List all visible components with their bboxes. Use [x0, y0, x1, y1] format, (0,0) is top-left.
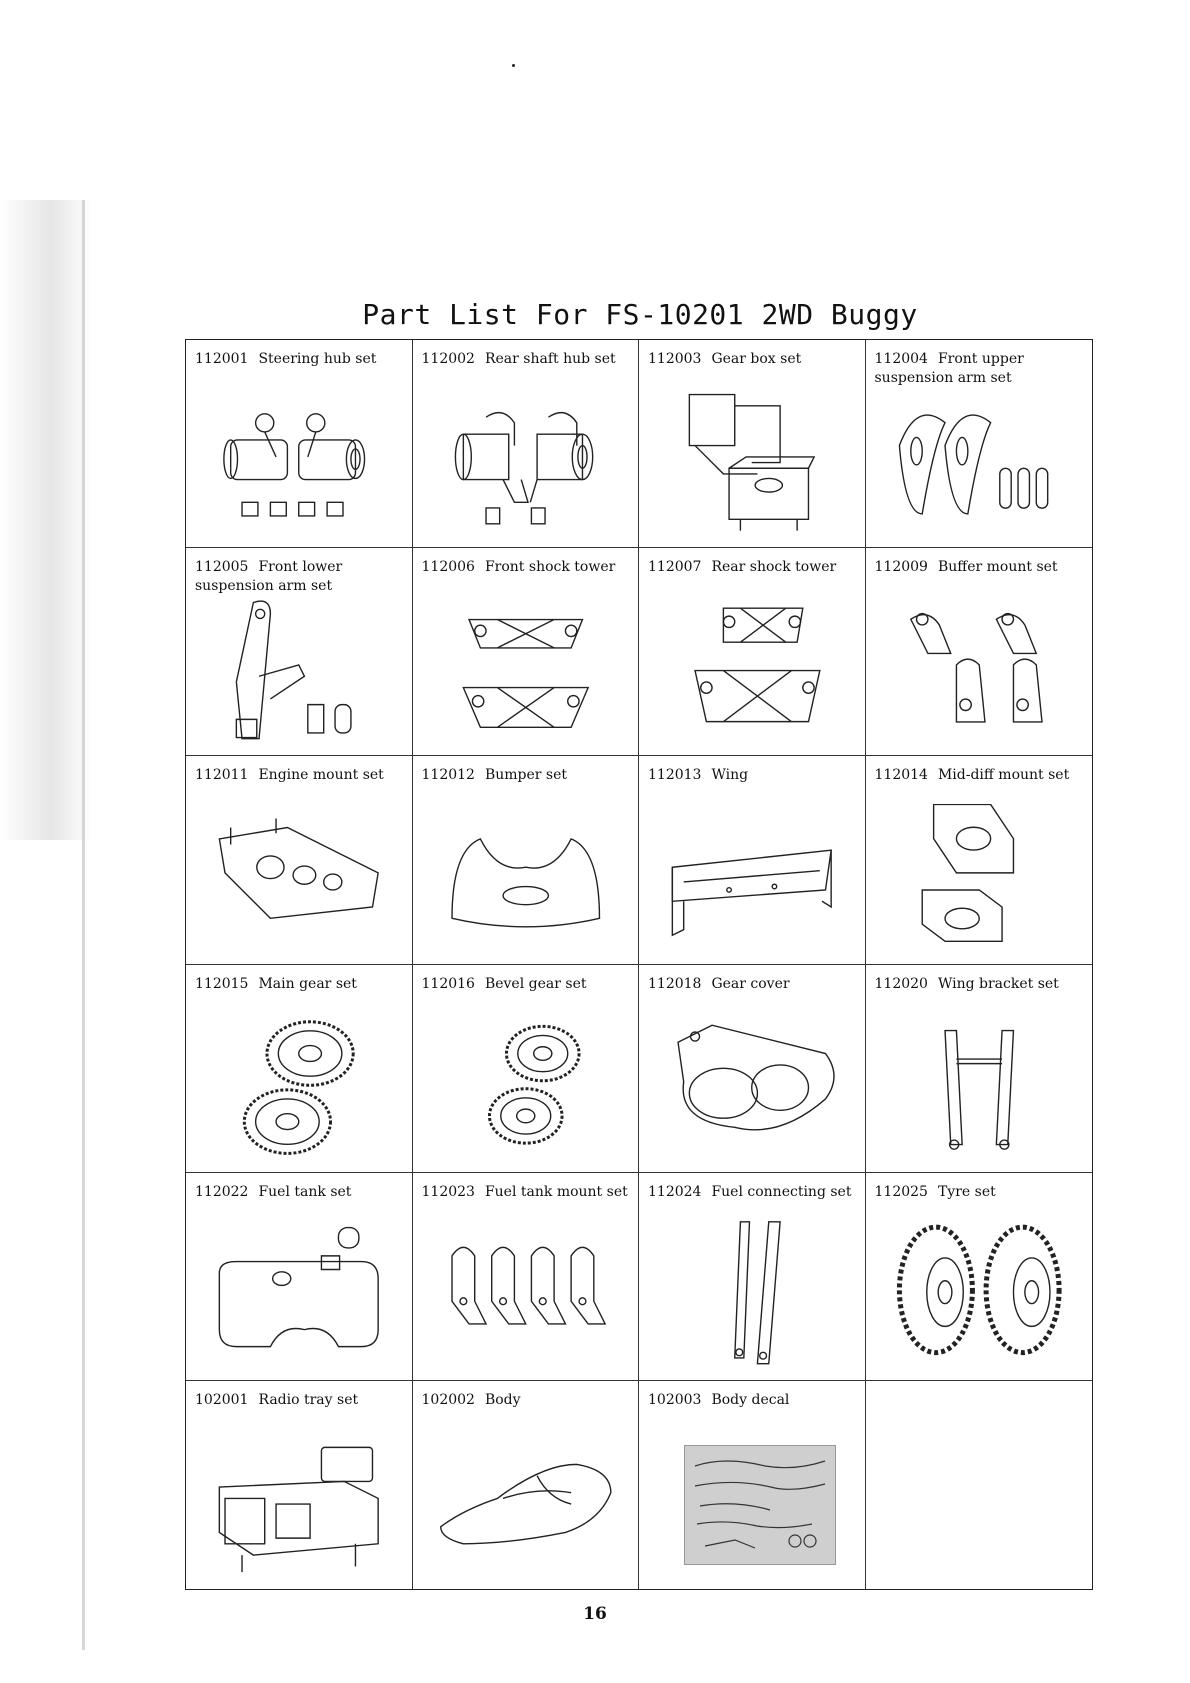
part-name: Gear box set [711, 351, 802, 367]
part-cell [639, 1381, 866, 1589]
part-cell [413, 1381, 640, 1589]
part-caption [648, 766, 859, 785]
part-code: 112022 [195, 1183, 249, 1200]
radio-tray-icon [208, 1429, 390, 1579]
part-caption [195, 1183, 406, 1202]
part-cell [413, 1173, 640, 1381]
part-caption [875, 975, 1087, 994]
bumper-icon [435, 804, 617, 953]
part-cell [866, 756, 1093, 964]
part-code: 112023 [421, 1183, 475, 1200]
part-name: Bumper set [484, 767, 568, 784]
wing-icon [661, 804, 843, 953]
part-cell [866, 340, 1093, 548]
part-code: 112025 [874, 1183, 928, 1200]
body-decal-photo [684, 1445, 836, 1565]
part-cell [639, 756, 866, 964]
part-cell [413, 756, 640, 964]
part-cell [186, 340, 413, 548]
part-cell [413, 548, 640, 756]
gear-cover-icon [661, 1013, 843, 1162]
part-name: Bevel gear set [484, 975, 587, 992]
part-name: Front shock tower [484, 559, 616, 576]
part-name: Tyre set [937, 1183, 996, 1200]
tyre-icon [888, 1221, 1071, 1370]
part-code: 112024 [648, 1183, 702, 1200]
part-caption [422, 1391, 633, 1410]
part-caption [422, 558, 633, 577]
scan-binding-line [82, 200, 85, 1650]
part-cell [186, 1381, 413, 1589]
part-cell [186, 965, 413, 1173]
part-name: Body [484, 1391, 521, 1408]
part-name: Front lower suspension arm set [195, 559, 343, 595]
part-name: Fuel connecting set [711, 1183, 852, 1200]
part-name: Front upper suspension arm set [874, 351, 1024, 386]
part-cell [866, 1173, 1093, 1381]
part-name: Steering hub set [258, 351, 377, 367]
part-caption [195, 1391, 406, 1410]
part-name: Body decal [711, 1391, 790, 1408]
part-code: 112009 [874, 559, 928, 576]
part-cell [186, 1173, 413, 1381]
part-caption [875, 766, 1087, 785]
part-caption [195, 766, 406, 785]
part-code: 112011 [195, 767, 249, 784]
part-caption [648, 1391, 859, 1410]
parts-table [185, 339, 1093, 1590]
part-code: 112005 [195, 559, 249, 576]
part-name: Fuel tank mount set [484, 1183, 628, 1200]
part-code: 112003 [648, 351, 702, 367]
page-number: 16 [583, 1604, 607, 1624]
part-code: 102003 [648, 1391, 702, 1408]
part-code: 112020 [874, 975, 928, 992]
steering-hub-icon [208, 388, 390, 537]
fuel-tank-mount-icon [435, 1221, 617, 1370]
part-name: Rear shaft hub set [484, 351, 616, 367]
upper-arm-icon [888, 388, 1071, 537]
part-caption [195, 558, 406, 596]
part-code: 102001 [195, 1391, 249, 1408]
part-name: Radio tray set [258, 1391, 359, 1408]
part-cell [866, 965, 1093, 1173]
page-title: Part List For FS-10201 2WD Buggy [362, 298, 918, 331]
part-code: 112012 [421, 767, 475, 784]
lower-arm-icon [208, 596, 390, 745]
part-name: Wing [711, 767, 749, 784]
part-caption [875, 558, 1087, 577]
part-name: Wing bracket set [937, 975, 1059, 992]
rear-shock-tower-icon [661, 596, 843, 745]
part-code: 112001 [195, 351, 249, 367]
part-code: 112015 [195, 975, 249, 992]
part-name: Main gear set [258, 975, 357, 992]
scan-speck [512, 64, 515, 67]
part-caption [648, 1183, 859, 1202]
part-name: Mid-diff mount set [937, 767, 1070, 784]
part-name: Rear shock tower [711, 559, 837, 576]
rear-shaft-hub-icon [435, 388, 617, 537]
part-caption [648, 350, 859, 369]
mid-diff-mount-icon [888, 804, 1071, 953]
part-caption [422, 350, 633, 369]
part-code: 112018 [648, 975, 702, 992]
part-code: 112004 [874, 351, 928, 367]
part-cell [639, 548, 866, 756]
part-cell [186, 548, 413, 756]
part-name: Fuel tank set [258, 1183, 352, 1200]
empty-cell [866, 1381, 1093, 1589]
gear-box-icon [661, 388, 843, 537]
part-cell [413, 965, 640, 1173]
engine-mount-icon [208, 804, 390, 953]
part-caption [875, 350, 1087, 388]
part-name: Buffer mount set [937, 559, 1058, 576]
part-caption [648, 558, 859, 577]
fuel-tank-icon [208, 1221, 390, 1370]
part-caption [195, 350, 406, 369]
part-caption [422, 1183, 633, 1202]
part-caption [648, 975, 859, 994]
part-cell [413, 340, 640, 548]
part-cell [639, 1173, 866, 1381]
part-code: 112013 [648, 767, 702, 784]
buffer-mount-icon [888, 596, 1071, 745]
part-cell [639, 965, 866, 1173]
part-caption [195, 975, 406, 994]
part-code: 102002 [421, 1391, 475, 1408]
part-caption [422, 975, 633, 994]
part-cell [866, 548, 1093, 756]
part-code: 112014 [874, 767, 928, 784]
main-gear-icon [208, 1013, 390, 1162]
front-shock-tower-icon [435, 596, 617, 745]
part-code: 112016 [421, 975, 475, 992]
body-shell-icon [435, 1429, 617, 1579]
part-cell [186, 756, 413, 964]
wing-bracket-icon [888, 1013, 1071, 1162]
scan-shadow [0, 200, 92, 840]
bevel-gear-icon [435, 1013, 617, 1162]
part-code: 112002 [421, 351, 475, 367]
part-caption [875, 1183, 1087, 1202]
part-cell [639, 340, 866, 548]
fuel-connecting-icon [661, 1221, 843, 1370]
part-name: Engine mount set [258, 767, 384, 784]
part-code: 112006 [421, 559, 475, 576]
part-code: 112007 [648, 559, 702, 576]
part-caption [422, 766, 633, 785]
part-name: Gear cover [711, 975, 790, 992]
